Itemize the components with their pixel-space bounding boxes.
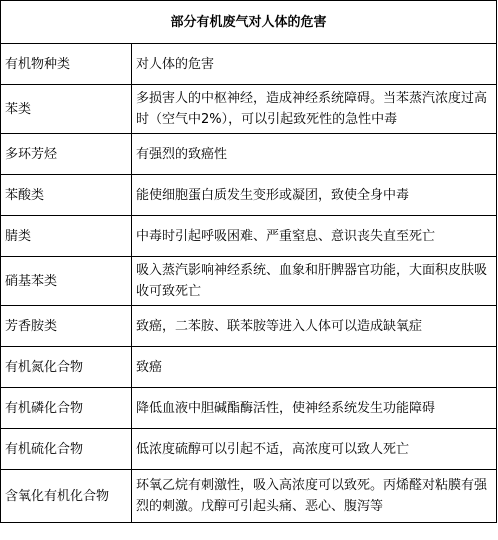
row-harm: 环氧乙烷有刺激性，吸入高浓度可以致死。丙烯醛对粘膜有强烈的刺激。戊醇可引起头痛、恶心、腹泻等 xyxy=(132,470,497,523)
table-row xyxy=(1,134,497,175)
table-row xyxy=(1,429,497,470)
table-row xyxy=(1,216,497,257)
header-category: 有机物种类 xyxy=(1,44,132,85)
title-row xyxy=(1,1,497,44)
row-harm: 低浓度硫醇可以引起不适，高浓度可以致人死亡 xyxy=(132,429,497,470)
header-harm: 对人体的危害 xyxy=(132,44,497,85)
table-row xyxy=(1,85,497,134)
table-row xyxy=(1,470,497,523)
row-harm: 致癌，二苯胺、联苯胺等进入人体可以造成缺氧症 xyxy=(132,306,497,347)
row-harm: 降低血液中胆碱酯酶活性，使神经系统发生功能障碍 xyxy=(132,388,497,429)
row-category: 有机氮化合物 xyxy=(1,347,132,388)
table-row xyxy=(1,388,497,429)
row-harm: 吸入蒸汽影响神经系统、血象和肝脾器官功能，大面积皮肤吸收可致死亡 xyxy=(132,257,497,306)
row-harm: 多损害人的中枢神经，造成神经系统障碍。当苯蒸汽浓度过高时（空气中2%），可以引起致死性的急性中毒 xyxy=(132,85,497,134)
row-harm: 有强烈的致癌性 xyxy=(132,134,497,175)
row-category: 含氧化有机化合物 xyxy=(1,470,132,523)
row-category: 有机硫化合物 xyxy=(1,429,132,470)
row-harm: 中毒时引起呼吸困难、严重窒息、意识丧失直至死亡 xyxy=(132,216,497,257)
table-title: 部分有机废气对人体的危害 xyxy=(1,1,497,44)
row-category: 苯类 xyxy=(1,85,132,134)
table-row xyxy=(1,347,497,388)
table-row xyxy=(1,257,497,306)
row-category: 多环芳烃 xyxy=(1,134,132,175)
table-row xyxy=(1,306,497,347)
row-harm: 能使细胞蛋白质发生变形或凝团，致使全身中毒 xyxy=(132,175,497,216)
table-row xyxy=(1,175,497,216)
row-harm: 致癌 xyxy=(132,347,497,388)
row-category: 芳香胺类 xyxy=(1,306,132,347)
row-category: 苯酸类 xyxy=(1,175,132,216)
row-category: 腈类 xyxy=(1,216,132,257)
row-category: 硝基苯类 xyxy=(1,257,132,306)
row-category: 有机磷化合物 xyxy=(1,388,132,429)
header-row xyxy=(1,44,497,85)
